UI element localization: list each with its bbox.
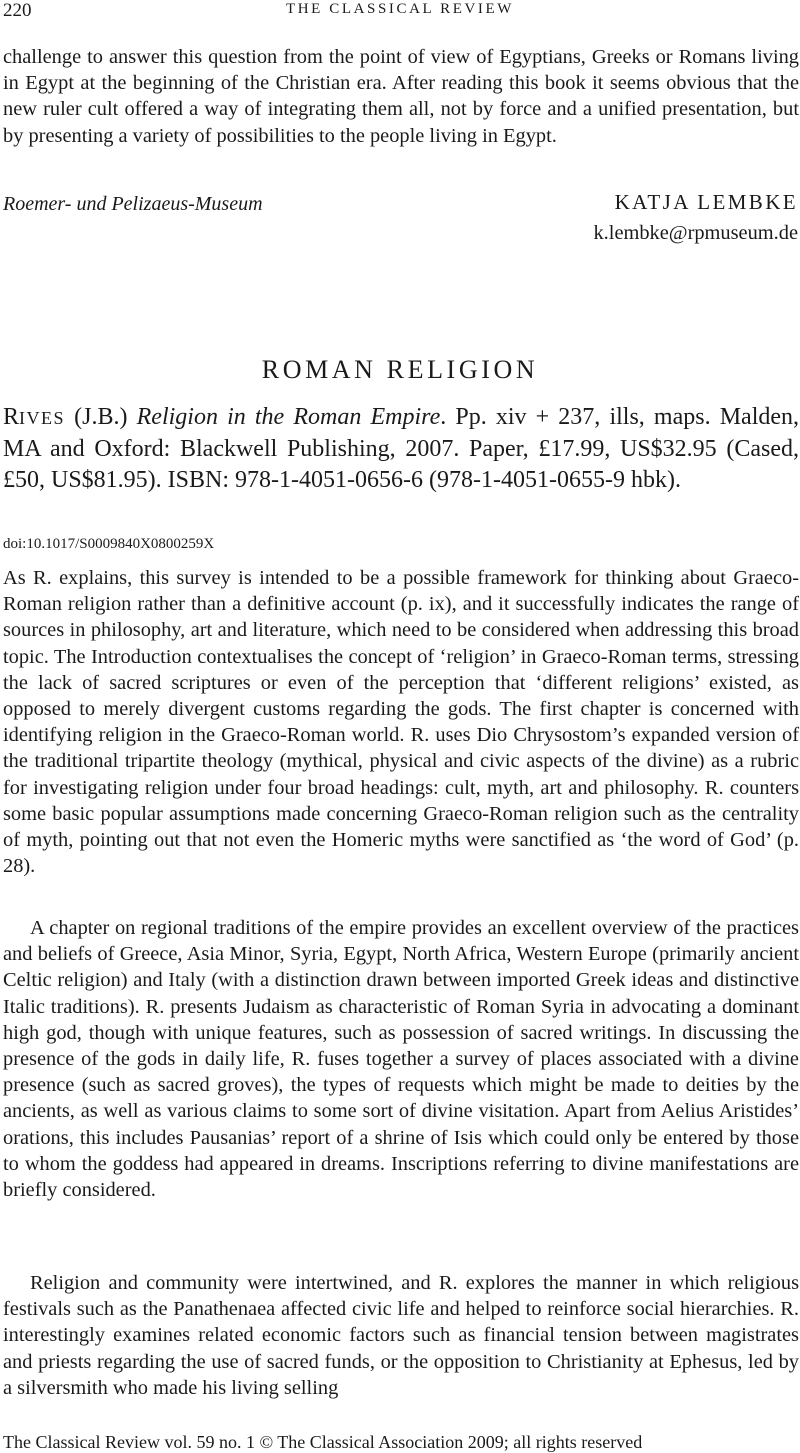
citation-book-title: Religion in the Roman Empire bbox=[136, 404, 441, 430]
review-paragraph-2: A chapter on regional traditions of the empire provides an excellent overview of the practices and beliefs of Greece, Asia Minor, Syria, Egypt, North Africa, Western Europe (primarily ancient Celtic religion) and Italy (with a distinction drawn between imported Greek ideas and distinctive Italic traditions). R. presents Judaism as characteristic of Roman Syria in advocating a dominant high god, though with unique features, such as possession of sacred writings. In discussing the presence of the gods in daily life, R. fuses together a survey of places associated with a divine presence (such as sacred groves), the types of requests which might be made to deities by the ancients, as well as various claims to some sort of divine visitation. Apart from Aelius Aristides’ orations, this includes Pausanias’ report of a shrine of Isis which could only be entered by those to whom the goddess had appeared in dreams. Inscriptions referring to divine manifestations are briefly considered. bbox=[3, 917, 799, 1202]
running-head: THE CLASSICAL REVIEW bbox=[285, 1, 515, 17]
citation-details: . Pp. xiv + 237, ills, maps. Malden, MA and Oxford: Blackwell Publishing, 2007. Paper, £17.99, US$32.95 (Cased, £50, US$81.95). ISBN: 978-1-4051-0656-6 (978-1-4051-0655-9 hbk). bbox=[3, 404, 800, 493]
previous-review-closing-paragraph: challenge to answer this question from the point of view of Egyptians, Greeks or Romans living in Egypt at the beginning of the Christian era. After reading this book it seems obvious that the new ruler cult offered a way of integrating them all, not by force and a unified presentation, but by presenting a variety of possibilities to the people living in Egypt. bbox=[3, 46, 799, 147]
page-number: 220 bbox=[3, 0, 32, 21]
book-citation bbox=[3, 402, 799, 495]
citation-author-initials: (J.B.) bbox=[74, 404, 128, 430]
doi-link[interactable]: doi:10.1017/S0009840X0800259X bbox=[3, 536, 215, 552]
copyright-footer: The Classical Review vol. 59 no. 1 © The Classical Association 2009; all rights reserved bbox=[3, 1432, 643, 1452]
citation-author-initial: R bbox=[3, 404, 20, 430]
section-title: ROMAN RELIGION bbox=[261, 355, 539, 384]
citation-author-rest: IVES bbox=[19, 408, 66, 428]
reviewer-name: KATJA LEMBKE bbox=[614, 190, 798, 214]
reviewer-institution: Roemer- und Pelizaeus-Museum bbox=[3, 193, 263, 215]
review-paragraph-3: Religion and community were intertwined, and R. explores the manner in which religious festivals such as the Panathenaea affected civic life and helped to reinforce social hierarchies. R. interestingly examines related economic factors such as financial tension between magistrates and priests regarding the use of sacred funds, or the opposition to Christianity at Ephesus, led by a silversmith who made his living selling bbox=[3, 1272, 799, 1399]
review-paragraph-1: As R. explains, this survey is intended to be a possible framework for thinking about Graeco-Roman religion rather than a definitive account (p. ix), and it successfully indicates the range of sources in philosophy, art and literature, which need to be considered when addressing this broad topic. The Introduction contextualises the concept of ‘religion’ in Graeco-Roman terms, stressing the lack of sacred scriptures or even of the perception that ‘different religions’ existed, as opposed to merely divergent customs regarding the gods. The first chapter is concerned with identifying religion in the Graeco-Roman world. R. uses Dio Chrysostom’s expanded version of the traditional tripartite theology (mythical, physical and civic aspects of the divine) as a rubric for investigating religion under four broad headings: cult, myth, art and philosophy. R. counters some basic popular assumptions made concerning Graeco-Roman religion such as the centrality of myth, pointing out that not even the Homeric myths were sanctified as ‘the word of God’ (p. 28). bbox=[3, 567, 799, 878]
reviewer-email[interactable]: k.lembke@rpmuseum.de bbox=[593, 222, 798, 244]
